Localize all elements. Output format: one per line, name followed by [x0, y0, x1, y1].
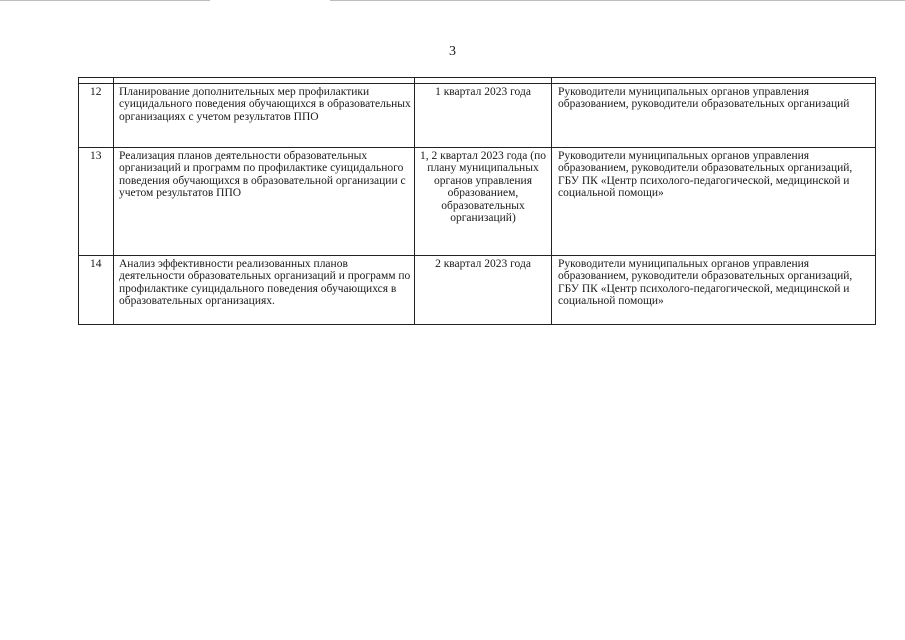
scan-edge-line-left [0, 0, 210, 1]
deadline-cell: 1, 2 квартал 2023 года (по плану муниципальных органов управления образованием, образовательных организаций) [415, 148, 552, 256]
table-row [79, 256, 876, 325]
row-number: 13 [79, 148, 114, 256]
plan-table [78, 77, 876, 325]
responsible-cell: Руководители муниципальных органов управления образованием, руководители образовательных организаций, ГБУ ПК «Центр психолого-педагогической, медицинской и социальной помощи» [552, 148, 876, 256]
responsible-cell: Руководители муниципальных органов управления образованием, руководители образовательных организаций, ГБУ ПК «Центр психолого-педагогической, медицинской и социальной помощи» [552, 256, 876, 325]
row-number: 12 [79, 84, 114, 148]
deadline-cell: 2 квартал 2023 года [415, 256, 552, 325]
responsible-cell: Руководители муниципальных органов управления образованием, руководители образовательных организаций [552, 84, 876, 148]
deadline-cell: 1 квартал 2023 года [415, 84, 552, 148]
page-number: 3 [449, 44, 456, 59]
row-number: 14 [79, 256, 114, 325]
table-row [79, 148, 876, 256]
activity-cell: Реализация планов деятельности образовательных организаций и программ по профилактике суицидального поведения обучающихся в образовательной организации с учетом результатов ППО [114, 148, 415, 256]
activity-cell: Планирование дополнительных мер профилактики суицидального поведения обучающихся в образовательных организациях с учетом результатов ППО [114, 84, 415, 148]
activity-cell: Анализ эффективности реализованных планов деятельности образовательных организаций и программ по профилактике суицидального поведения обучающихся в образовательных организациях. [114, 256, 415, 325]
table-row [79, 84, 876, 148]
scan-edge-line-right [330, 0, 905, 1]
